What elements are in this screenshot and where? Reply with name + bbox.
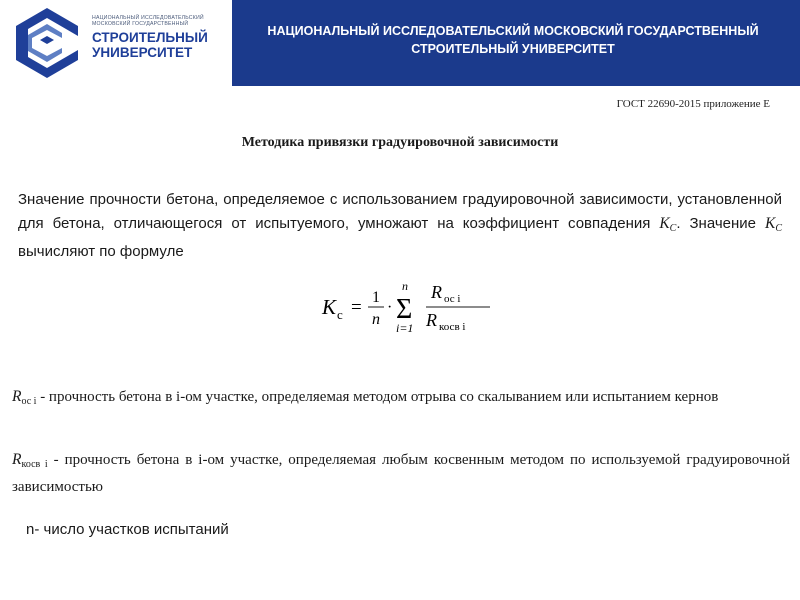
paragraph-text-middle: . Значение (676, 214, 765, 232)
formula-equals: = (351, 297, 362, 318)
definition-r-kosv (12, 448, 790, 499)
k-symbol-2: K (764, 214, 776, 232)
k-symbol: K (659, 214, 670, 232)
r-oc-subscript: ос i (21, 396, 37, 407)
logo-wordmark (92, 30, 232, 60)
university-name (240, 22, 786, 58)
r-oc-symbol: R (12, 388, 22, 405)
formula-lhs: K (322, 295, 337, 319)
page-title: Методика привязки градуировочной зависимости (241, 135, 559, 150)
logo-wordmark-line1: СТРОИТЕЛЬНЫЙ (92, 30, 208, 45)
paragraph-text-after: вычисляют по формуле (18, 243, 184, 260)
university-name-line2: СТРОИТЕЛЬНЫЙ УНИВЕРСИТЕТ (411, 42, 615, 56)
r-kosv-subscript: косв i (21, 459, 48, 470)
gost-reference: ГОСТ 22690-2015 приложение Е (616, 98, 770, 110)
formula-denominator: n (372, 311, 380, 328)
logo-wordmark-line2: УНИВЕРСИТЕТ (92, 45, 193, 60)
k-subscript: С (669, 222, 677, 234)
university-name-line1: НАЦИОНАЛЬНЫЙ ИССЛЕДОВАТЕЛЬСКИЙ МОСКОВСКИЙ ГОСУДАРСТВЕННЫЙ (267, 24, 759, 38)
ratio-numerator-sub: ос i (444, 293, 461, 305)
definition-r-oc (12, 385, 790, 413)
r-kosv-symbol: R (12, 451, 22, 468)
ratio-numerator: R (431, 282, 442, 302)
sum-sign: Σ (396, 294, 413, 325)
sum-top: n (402, 279, 408, 293)
r-kosv-text: - прочность бетона в i-ом участке, определяемая любым косвенным методом по используемой градуировочной зависимостью (12, 452, 791, 495)
university-logo-icon (10, 6, 84, 80)
logo-caption-line1: НАЦИОНАЛЬНЫЙ ИССЛЕДОВАТЕЛЬСКИЙ (92, 15, 204, 21)
logo-caption (92, 15, 210, 27)
sum-bottom: i=1 (396, 321, 414, 335)
intro-paragraph (18, 188, 782, 264)
ratio-denominator-sub: косв i (439, 321, 466, 333)
kc-formula (318, 268, 518, 346)
formula-dot: · (387, 299, 393, 316)
k-subscript-2: С (775, 222, 782, 234)
paragraph-text-before: Значение прочности бетона, определяемое с использованием градуировочной зависимости, установленной для бетона, отличающегося от испытуемого, умножают на коэффициент совпадения (18, 191, 782, 232)
formula-lhs-sub: с (337, 307, 343, 322)
definition-n: n- число участков испытаний (26, 521, 229, 538)
formula-numerator: 1 (372, 289, 380, 306)
logo-caption-line2: МОСКОВСКИЙ ГОСУДАРСТВЕННЫЙ (92, 21, 189, 28)
r-oc-text: - прочность бетона в i-ом участке, определяемая методом отрыва со скалыванием или испытанием кернов (36, 389, 719, 405)
ratio-denominator: R (426, 310, 437, 330)
